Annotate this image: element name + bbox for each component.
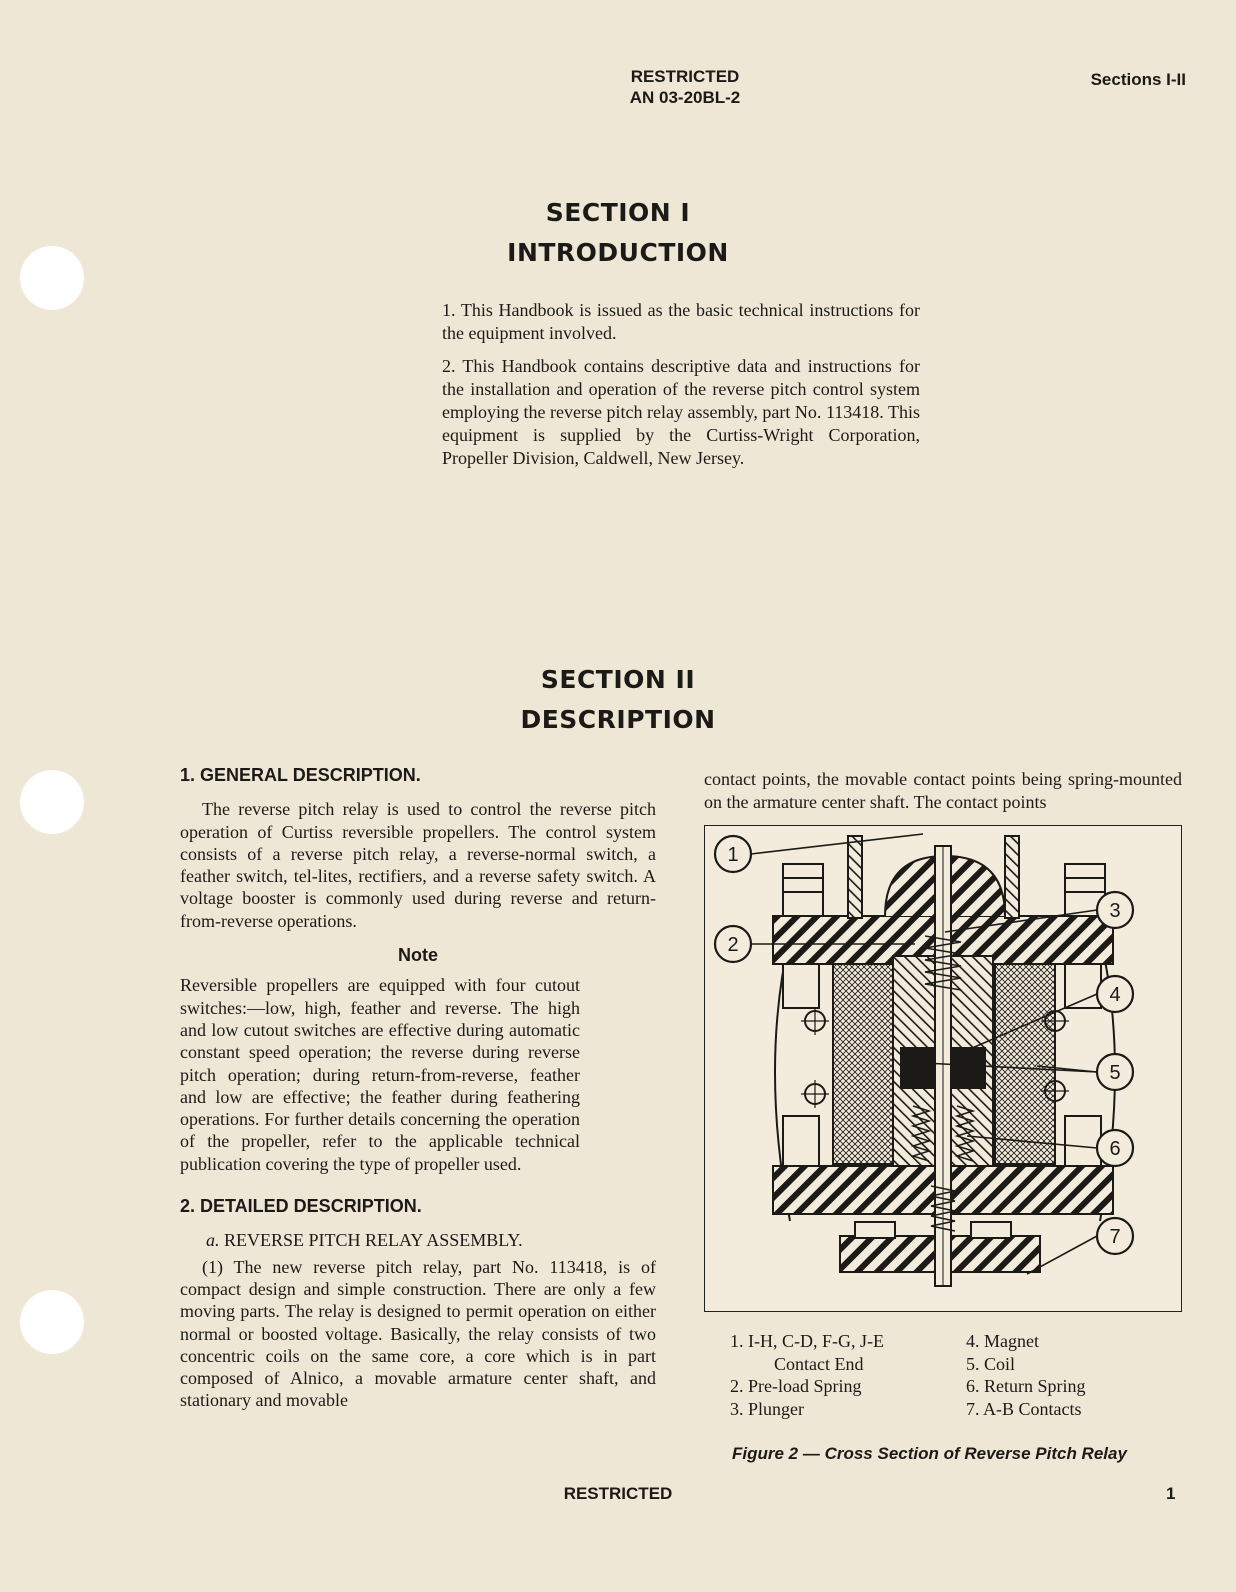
general-description-heading: 1. GENERAL DESCRIPTION. (180, 765, 421, 785)
legend-item-7: 7. A-B Contacts (966, 1398, 1082, 1419)
footer-classification: RESTRICTED (563, 1484, 673, 1503)
legend-item-4: 4. Magnet (966, 1331, 1039, 1351)
callout-4: 4 (1109, 984, 1121, 1006)
legend-item-1-cont: Contact End (774, 1353, 864, 1374)
legend-item-2: 2. Pre-load Spring (730, 1376, 862, 1396)
note-title: Note (398, 945, 438, 966)
callout-3: 3 (1109, 900, 1121, 922)
binder-hole-bottom (20, 1290, 84, 1354)
legend-item-1: 1. I-H, C-D, F-G, J-E (730, 1331, 884, 1351)
callout-7: 7 (1109, 1226, 1121, 1248)
callout-2: 2 (727, 934, 739, 956)
section2-title: DESCRIPTION (520, 705, 716, 734)
header-classification: RESTRICTED (630, 67, 740, 86)
page-number: 1 (1166, 1484, 1176, 1503)
figure-legend-right (966, 1330, 1166, 1420)
header-doc-number: AN 03-20BL-2 (629, 88, 741, 107)
intro-paragraph-1: 1. This Handbook is issued as the basic technical instructions for the equipment involved. (442, 300, 920, 343)
subsection-a-heading (206, 1229, 656, 1251)
binder-hole-middle (20, 770, 84, 834)
legend-item-6: 6. Return Spring (966, 1376, 1086, 1396)
section1-number: SECTION I (545, 198, 691, 227)
callout-5: 5 (1109, 1062, 1121, 1084)
left-column (180, 764, 656, 1412)
figure-legend-left (730, 1330, 950, 1420)
section1-body (442, 299, 920, 480)
general-description-text: The reverse pitch relay is used to control the reverse pitch operation of Curtiss reversible propellers. The control system consists of a reverse pitch relay, a reverse-normal switch, a feather switch, tel-lites, rectifiers, and a reverse safety switch. A voltage booster is commonly used during reverse and return-from-reverse operations. (180, 799, 656, 931)
note-text: Reversible propellers are equipped with four cutout switches:—low, high, feather and reverse. The high and low cutout switches are effective during automatic constant speed operation; the reverse during reverse pitch operation; during return-from-reverse, feather and low are effective; the feather during feathering operations. For further details concerning the operation of the propeller, refer to the applicable technical publication covering the type of propeller used. (180, 975, 580, 1174)
page-header (570, 66, 800, 108)
section2-number: SECTION II (540, 665, 696, 694)
subsection-a-title: REVERSE PITCH RELAY ASSEMBLY. (224, 1230, 523, 1251)
intro-paragraph-2: 2. This Handbook contains descriptive data and instructions for the installation and operation of the reverse pitch control system employing the reverse pitch relay assembly, part No. 113418. This equipment is supplied by the Curtiss-Wright Corporation, Propeller Division, Caldwell, New Jersey. (442, 356, 920, 468)
legend-item-3: 3. Plunger (730, 1398, 804, 1419)
callout-1: 1 (727, 844, 739, 866)
legend-item-5: 5. Coil (966, 1353, 1016, 1374)
relay-cross-section-figure (704, 825, 1182, 1312)
detailed-description-text: (1) The new reverse pitch relay, part No. 113418, is of compact design and simple construction. There are only a few moving parts. The relay is designed to permit operation on either normal or boosted voltage. Basically, the relay consists of two concentric coils on the same core, a core which is in part composed of Alnico, a movable armature center shaft, and stationary and movable (180, 1256, 656, 1411)
relay-cross-section-drawing (705, 826, 1181, 1311)
figure-caption: Figure 2 — Cross Section of Reverse Pitch Relay (732, 1444, 1127, 1463)
callout-6: 6 (1109, 1138, 1121, 1160)
subsection-a-letter: a. (206, 1230, 220, 1251)
right-column-continuation: contact points, the movable contact points being spring-mounted on the armature center shaft. The contact points (704, 769, 1182, 812)
section1-title: INTRODUCTION (507, 238, 729, 267)
detailed-description-heading: 2. DETAILED DESCRIPTION. (180, 1196, 422, 1217)
header-sections-label: Sections I-II (1090, 70, 1186, 89)
